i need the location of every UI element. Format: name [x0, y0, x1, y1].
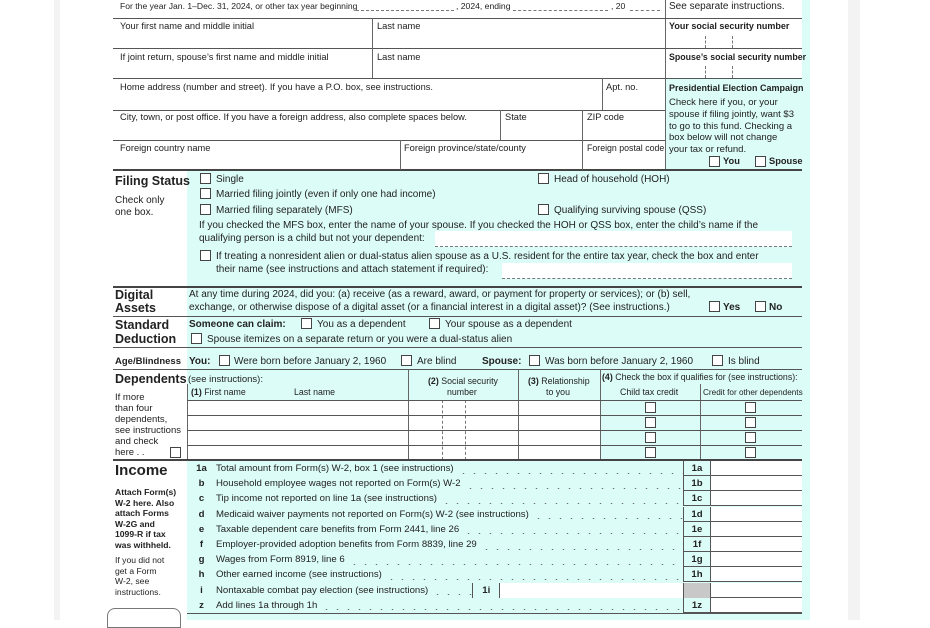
line-description: Medicaid waiver payments not reported on Form(s) W-2 (see instructions)	[216, 508, 529, 520]
income-line-1h	[187, 567, 802, 582]
campaign-text: to go to this fund. Checking a	[669, 121, 793, 132]
divider	[113, 78, 802, 79]
more-dependents-checkbox[interactable]	[170, 447, 181, 458]
campaign-you-label: You	[723, 156, 740, 166]
you-born-before-checkbox[interactable]	[219, 355, 230, 366]
dependents-note-line: here . .	[115, 447, 145, 458]
line-description: Taxable dependent care benefits from Form 2441, line 26	[216, 523, 460, 535]
line-number: 1b	[683, 476, 710, 491]
divider	[400, 140, 401, 170]
dependents-col3	[528, 376, 590, 387]
standard-deduction-title: Deduction	[115, 332, 177, 346]
line-description: Other earned income (see instructions)	[216, 569, 382, 581]
col-number: (1)	[191, 387, 202, 397]
end-date-input[interactable]	[513, 10, 608, 11]
first-name-field[interactable]: Your first name and middle initial	[120, 21, 255, 31]
single-label: Single	[216, 174, 244, 185]
dependent-row[interactable]	[187, 430, 802, 445]
divider	[113, 48, 802, 49]
line-letter: d	[198, 508, 205, 520]
line-letter: e	[198, 523, 205, 535]
amount-input-1b[interactable]	[710, 476, 802, 491]
spouse-blind-label: Is blind	[728, 356, 760, 367]
mfs-label: Married filing separately (MFS)	[216, 205, 353, 216]
divider	[187, 613, 802, 614]
line-description: Nontaxable combat pay election (see instructions)	[216, 584, 429, 596]
hoh-label: Head of household (HOH)	[554, 174, 670, 185]
dependents-col2-b: number	[447, 387, 477, 397]
income-line-1f	[187, 537, 802, 552]
amount-input-1i[interactable]	[499, 583, 683, 598]
campaign-text: Check here if you, or your	[669, 97, 778, 108]
digital-assets-title: Digital	[115, 288, 154, 302]
other-dependent-credit-checkbox[interactable]	[745, 447, 756, 458]
spouse-itemizes-label: Spouse itemizes on a separate return or you were a dual-status alien	[207, 334, 513, 345]
dot-leader	[321, 600, 683, 610]
spouse-itemizes-checkbox[interactable]	[191, 333, 202, 344]
apt-field[interactable]: Apt. no.	[606, 82, 639, 92]
income-line-1c	[187, 491, 802, 506]
dependents-note-line: and check	[115, 436, 159, 447]
spouse-ssn-field[interactable]: Spouse’s social security number	[669, 52, 807, 62]
dependent-row[interactable]	[187, 400, 802, 415]
amount-input-1a[interactable]	[710, 461, 802, 476]
dependent-row[interactable]	[187, 445, 802, 460]
line-number: 1z	[683, 598, 710, 613]
age-blindness-title: Age/Blindness	[115, 356, 181, 367]
line-number: 1i	[472, 583, 499, 598]
someone-can-claim-label: Someone can claim:	[189, 319, 286, 330]
mfs-name-input[interactable]	[435, 231, 792, 247]
foreign-postal-field[interactable]: Foreign postal code	[587, 143, 665, 153]
line-letter: g	[198, 554, 205, 566]
col-number: (3)	[528, 376, 539, 386]
filing-note: one box.	[115, 207, 154, 218]
dependents-col3-b: to you	[546, 387, 570, 397]
dot-leader	[441, 494, 683, 504]
col-number: (2)	[428, 376, 439, 386]
income-line-1g	[187, 552, 802, 567]
line-description: Wages from Form 8919, line 6	[216, 554, 345, 566]
nonw2-note-line: W-2, see	[115, 576, 150, 586]
amount-input-1e[interactable]	[710, 522, 802, 537]
divider	[665, 0, 666, 170]
attach-note-line: attach Forms	[115, 508, 169, 518]
amount-input-1z[interactable]	[710, 598, 802, 613]
campaign-text: your tax or refund.	[669, 144, 747, 155]
age-spouse-label: Spouse:	[482, 356, 522, 367]
income-title: Income	[115, 462, 168, 479]
dot-leader	[463, 524, 683, 534]
dot-leader	[458, 464, 683, 474]
attach-tab	[107, 608, 181, 628]
child-tax-credit-checkbox[interactable]	[645, 447, 656, 458]
foreign-country-field[interactable]: Foreign country name	[120, 143, 211, 153]
nra-note: If treating a nonresident alien or dual-status alien spouse as a U.S. resident for the entire tax year, check the box and enter	[216, 251, 759, 262]
filing-status-title: Filing Status	[115, 174, 190, 188]
attach-note-line: Attach Form(s)	[115, 487, 177, 497]
line-number: 1e	[683, 522, 710, 537]
divider	[372, 18, 373, 78]
digital-no-label: No	[769, 302, 783, 313]
line-number: 1a	[683, 461, 710, 476]
income-line-1i	[187, 583, 802, 598]
nra-name-input[interactable]	[502, 263, 792, 279]
other-dependent-credit-checkbox[interactable]	[745, 432, 756, 443]
home-address-field[interactable]: Home address (number and street). If you have a P.O. box, see instructions.	[120, 82, 433, 92]
attach-note-line: was withheld.	[115, 539, 171, 550]
line-description: Household employee wages not reported on Form(s) W-2	[216, 478, 461, 490]
digital-question: exchange, or otherwise dispose of a digital asset (or a financial interest in a digital asset)? (See instructions.)	[189, 302, 670, 313]
spouse-dependent-checkbox[interactable]	[429, 318, 440, 329]
you-blind-checkbox[interactable]	[401, 355, 412, 366]
digital-no-checkbox[interactable]	[755, 301, 766, 312]
spouse-first-name-field[interactable]: If joint return, spouse’s first name and middle initial	[120, 52, 329, 62]
ssn-sep	[705, 36, 706, 48]
col-label: First name	[204, 387, 246, 397]
divider	[602, 78, 603, 110]
campaign-you-checkbox[interactable]	[709, 156, 720, 167]
age-you-label: You:	[189, 356, 211, 367]
scrollbar-track[interactable]	[848, 0, 860, 620]
line-number: 1c	[683, 491, 710, 506]
tax-year-label: For the year Jan. 1–Dec. 31, 2024, or other tax year beginning	[120, 1, 358, 11]
nonw2-note-line: If you did not	[115, 555, 165, 565]
dot-leader	[386, 570, 683, 580]
divider	[113, 316, 802, 317]
dependent-row[interactable]	[187, 415, 802, 430]
line-number: 1f	[683, 537, 710, 552]
ssn-sep	[705, 66, 706, 78]
twenty-label: , 20	[611, 1, 626, 11]
mfj-label: Married filing jointly (even if only one had income)	[216, 189, 436, 200]
campaign-spouse-checkbox[interactable]	[755, 156, 766, 167]
line-letter: c	[198, 493, 205, 505]
spouse-dependent-label: Your spouse as a dependent	[445, 319, 572, 330]
amount-input-1f[interactable]	[710, 537, 802, 552]
page-edge-left	[54, 0, 60, 620]
attach-note-line: W-2 here. Also	[115, 497, 175, 508]
income-line-1d	[187, 507, 802, 522]
dot-leader	[465, 479, 683, 489]
attach-note-line: W-2G and	[115, 518, 155, 529]
line-letter: z	[199, 599, 204, 611]
child-tax-credit-checkbox[interactable]	[645, 432, 656, 443]
dependents-note-line: see instructions	[115, 425, 182, 436]
campaign-spouse-label: Spouse	[769, 156, 803, 166]
zip-field[interactable]: ZIP code	[587, 112, 625, 122]
you-dependent-label: You as a dependent	[317, 319, 406, 330]
nonw2-note-line: instructions.	[115, 586, 161, 597]
instructions-note: See separate instructions.	[669, 1, 785, 12]
dependents-col2	[428, 376, 498, 387]
divider	[113, 169, 802, 171]
line-description: Total amount from Form(s) W-2, box 1 (see instructions)	[216, 463, 454, 474]
line-number: 1h	[683, 567, 710, 582]
begin-date-input[interactable]	[356, 10, 454, 11]
child-tax-credit-checkbox[interactable]	[645, 402, 656, 413]
standard-deduction-title: Standard	[115, 318, 170, 332]
shaded-cell	[683, 583, 710, 598]
ssn-sep	[732, 66, 733, 78]
col-label: Check the box if qualifies for (see instructions):	[615, 372, 798, 382]
line-letter: h	[198, 569, 205, 581]
digital-assets-title: Assets	[115, 301, 156, 315]
spouse-blind-checkbox[interactable]	[712, 355, 723, 366]
divider	[113, 286, 802, 288]
line-letter: b	[198, 478, 205, 490]
campaign-text: spouse if filing jointly, want $3	[669, 109, 794, 120]
you-dependent-checkbox[interactable]	[301, 318, 312, 329]
divider	[500, 110, 501, 140]
divider	[113, 18, 802, 19]
line-description: Add lines 1a through 1h	[216, 599, 318, 611]
dot-leader	[349, 555, 683, 565]
digital-yes-label: Yes	[723, 302, 741, 313]
foreign-province-field[interactable]: Foreign province/state/county	[404, 143, 526, 153]
you-blind-label: Are blind	[417, 356, 457, 367]
income-line-1z	[187, 598, 802, 613]
child-tax-credit-checkbox[interactable]	[645, 417, 656, 428]
dependents-see: (see instructions):	[188, 374, 263, 385]
dependents-col4	[602, 372, 798, 383]
mfs-note: If you checked the MFS box, enter the name of your spouse. If you checked the HOH or QSS box, enter the child’s name if the	[199, 220, 758, 231]
qss-label: Qualifying surviving spouse (QSS)	[554, 205, 707, 216]
ssn-field[interactable]: Your social security number	[669, 21, 790, 31]
line-letter: f	[199, 539, 204, 550]
amount-input-1g[interactable]	[710, 552, 802, 567]
other-dependent-credit-checkbox[interactable]	[745, 402, 756, 413]
campaign-text: box below will not change	[669, 132, 778, 143]
other-dependents-header: Credit for other dependents	[703, 388, 803, 397]
you-born-before-label: Were born before January 2, 1960	[234, 356, 387, 367]
nra-note: their name (see instructions and attach statement if required):	[216, 264, 489, 275]
dependents-col1-last: Last name	[294, 387, 336, 397]
line-number: 1d	[683, 507, 710, 522]
mfs-note: qualifying person is a child but not your dependent:	[199, 233, 425, 244]
dependents-note-line: If more	[115, 392, 145, 403]
col-label: Social security	[441, 376, 498, 386]
col-number: (4)	[602, 372, 613, 382]
filing-note: Check only	[115, 195, 165, 206]
nra-checkbox[interactable]	[200, 250, 211, 261]
col-label: Relationship	[541, 376, 590, 386]
line-description: Tip income not reported on line 1a (see instructions)	[216, 493, 437, 505]
spouse-born-before-checkbox[interactable]	[529, 355, 540, 366]
mfs-checkbox[interactable]	[200, 204, 211, 215]
digital-yes-checkbox[interactable]	[709, 301, 720, 312]
end-year-input[interactable]	[630, 10, 660, 11]
line-letter: 1a	[196, 463, 207, 474]
child-tax-credit-header: Child tax credit	[620, 387, 679, 397]
dot-leader	[432, 585, 472, 595]
dependents-col1	[191, 387, 246, 398]
divider	[113, 347, 802, 348]
dot-leader	[533, 509, 683, 519]
spouse-last-name-field[interactable]: Last name	[377, 52, 421, 62]
income-line-1a	[187, 461, 802, 476]
mfj-checkbox[interactable]	[200, 188, 211, 199]
income-line-1b	[187, 476, 802, 491]
dependents-title: Dependents	[115, 372, 187, 386]
other-dependent-credit-checkbox[interactable]	[745, 417, 756, 428]
state-field[interactable]: State	[505, 112, 527, 122]
last-name-field[interactable]: Last name	[377, 21, 421, 31]
single-checkbox[interactable]	[200, 173, 211, 184]
amount-input-1c[interactable]	[710, 491, 802, 506]
dependents-note-line: than four	[115, 403, 153, 414]
attach-note-line: 1099-R if tax	[115, 529, 166, 539]
amount-input-1d[interactable]	[710, 507, 802, 522]
divider	[582, 110, 583, 170]
divider	[113, 369, 802, 370]
ssn-sep	[732, 36, 733, 48]
qss-checkbox[interactable]	[538, 204, 549, 215]
city-field[interactable]: City, town, or post office. If you have a foreign address, also complete spaces below.	[120, 112, 467, 122]
dot-leader	[481, 540, 683, 550]
spouse-born-before-label: Was born before January 2, 1960	[545, 356, 694, 367]
income-line-1e	[187, 522, 802, 537]
hoh-checkbox[interactable]	[538, 173, 549, 184]
ending-label: , 2024, ending	[456, 1, 511, 11]
amount-input-1h[interactable]	[710, 567, 802, 582]
blank-cell	[710, 583, 802, 598]
line-description: Employer-provided adoption benefits from Form 8839, line 29	[216, 539, 477, 550]
campaign-title: Presidential Election Campaign	[669, 83, 804, 93]
line-letter: i	[200, 584, 203, 596]
nonw2-note-line: get a Form	[115, 565, 157, 576]
line-number: 1g	[683, 552, 710, 567]
digital-question: At any time during 2024, did you: (a) receive (as a reward, award, or payment for property or services); or (b) sell,	[189, 289, 691, 300]
dependents-note-line: dependents,	[115, 414, 168, 425]
